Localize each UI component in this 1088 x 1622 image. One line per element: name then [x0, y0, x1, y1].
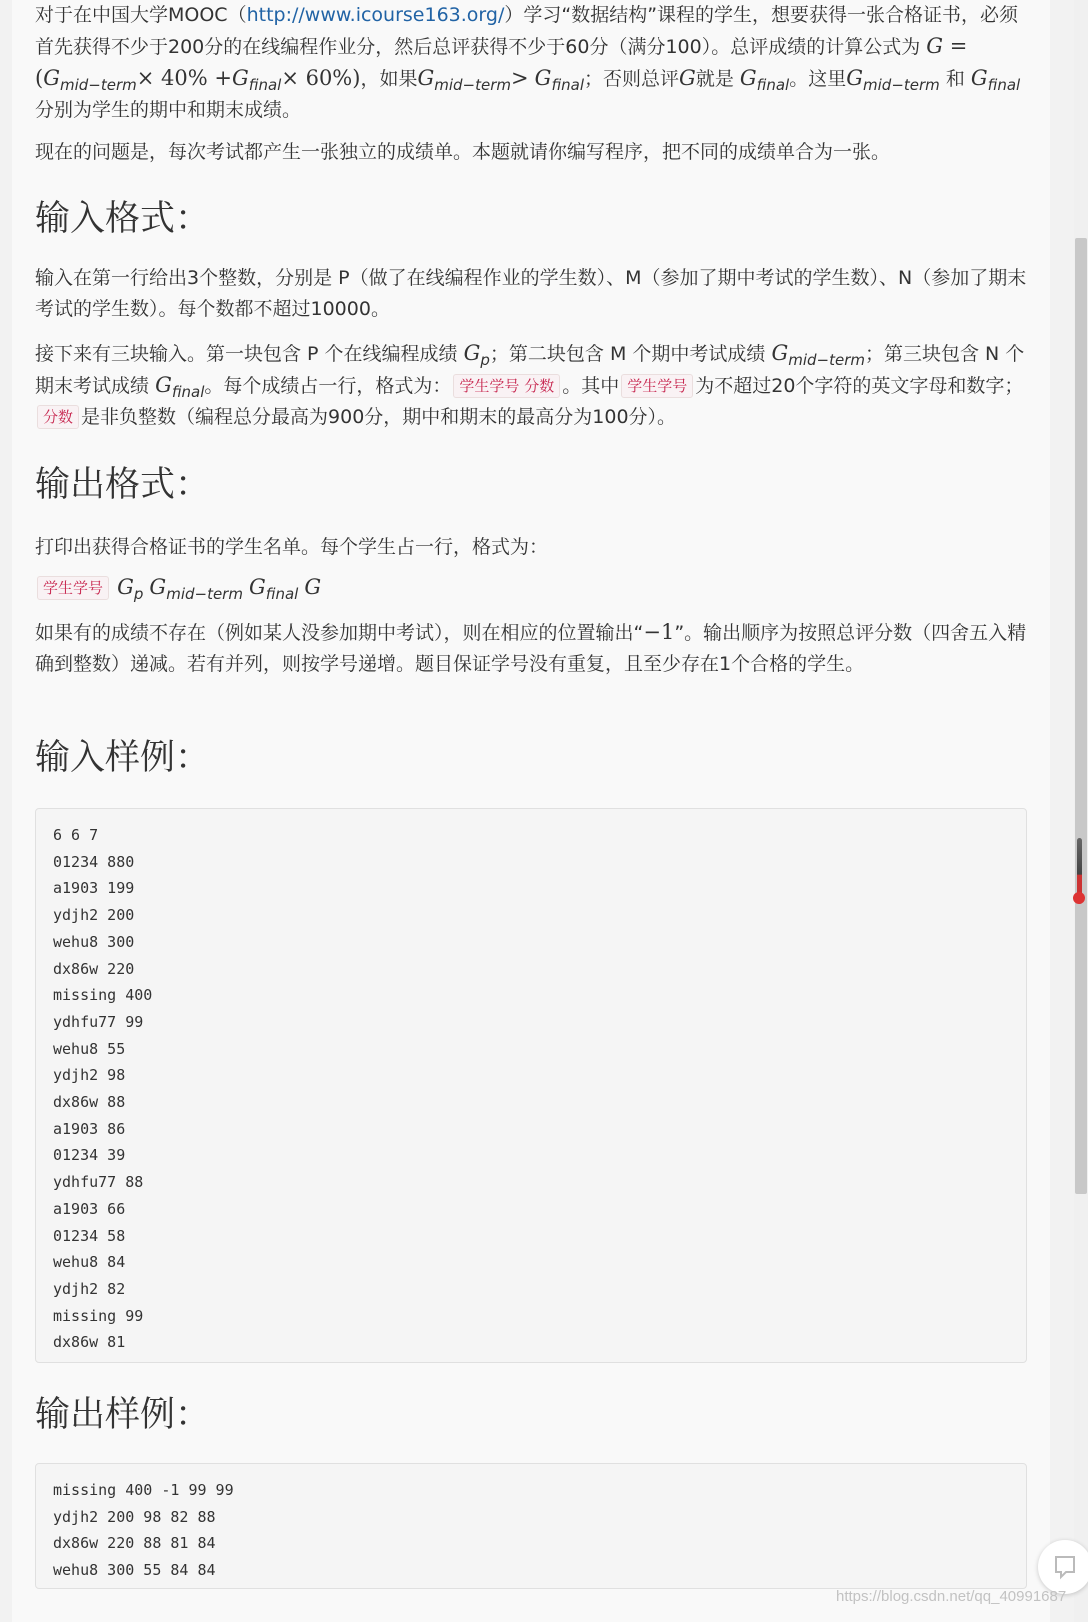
input-format-text: 。其中: [562, 375, 620, 397]
sample-input-code: [35, 808, 1027, 1363]
code-line: missing 99: [53, 1306, 144, 1325]
code-line: missing 400 -1 99 99: [53, 1481, 234, 1499]
code-line: dx86w 88: [53, 1093, 126, 1112]
input-format-text: 为不超过20个字符的英文字母和数字；: [695, 375, 1024, 397]
intro-paragraph: 对于在中国大学MOOC（http://www.icourse163.org/）学习“数据结构”课程的学生，想要获得一张合格证书，必须首先获得不少于200分的在线编程作业分，然后总评获得不少于60分（满分100）。总评成绩的计算公式为 $G = (G_{mid-term}\times 40\% +G_{final}\times 60\%)$，如果$G_{mid-term}> G_{final}$；否则总评G就是 $G_{final}$。这里$G_{mid-term}$ 和 $G_{final}$ 分别为学生的期中和期末成绩。: [35, 4, 1021, 121]
out-sub-p: p: [133, 585, 144, 603]
code-score: 分数: [37, 405, 79, 429]
output-format-p3: [35, 617, 1027, 680]
code-line: dx86w 220 88 81 84: [53, 1534, 216, 1553]
input-format-text: 输入在第一行给出3个整数，分别是 P（做了在线编程作业的学生数）、M（参加了期中考试的学生数）、N（参加了期末考试的学生数）。每个数都不超过10000。: [35, 267, 1027, 320]
sample-output-code: [35, 1463, 1027, 1589]
code-line: ydjh2 200 98 82 88: [53, 1507, 216, 1526]
else-sub-final: final: [756, 76, 790, 94]
scrollbar[interactable]: [1074, 0, 1088, 1622]
code-line: ydhfu77 88: [53, 1173, 144, 1192]
code-line: wehu8 55: [53, 1039, 126, 1058]
code-line: ydjh2 200: [53, 906, 135, 925]
intro-paragraph-2: [35, 137, 1027, 168]
code-line: missing 400: [53, 986, 153, 1005]
out-sub-mid: mid−term: [166, 585, 243, 603]
input-format-heading: 输入格式：: [35, 199, 211, 239]
sample-output-heading: 输出样例：: [35, 1395, 211, 1435]
code-line: 01234 880: [53, 852, 135, 871]
intro-text: ；否则总评: [584, 68, 680, 90]
output-format-line: [35, 572, 1027, 604]
input-format-text: 接下来有三块输入。第一块包含 P 个在线编程成绩: [35, 343, 458, 365]
here-sub-mid: mid−term: [863, 76, 940, 94]
sample-input-heading: 输入样例：: [35, 738, 211, 778]
input-format-p2: [35, 338, 1027, 433]
code-line: wehu8 84: [53, 1253, 126, 1272]
code-line: 6 6 7: [53, 826, 99, 844]
cond-sub-mid: mid−term: [434, 76, 512, 94]
cond-gt: >: [511, 66, 529, 90]
code-line: a1903 66: [53, 1199, 126, 1218]
here-gmid: G: [846, 66, 864, 90]
code-line: 01234 39: [53, 1146, 126, 1165]
formula-gfinal: G: [231, 66, 249, 90]
cond-gmid: G: [417, 66, 435, 90]
scroll-position-dot[interactable]: [1073, 892, 1085, 904]
out-gp: G: [117, 575, 134, 599]
intro-text: 分别为学生的期中和期末成绩。: [35, 99, 302, 121]
scrollbar-thumb[interactable]: [1075, 238, 1087, 1194]
code-line: ydjh2 98: [53, 1066, 126, 1085]
code-line: ydjh2 82: [53, 1279, 126, 1298]
code-line: 01234 58: [53, 1226, 126, 1245]
math-gp: G: [463, 341, 481, 365]
code-line: wehu8 300: [53, 932, 135, 951]
intro-text: 对于在中国大学MOOC（: [35, 4, 247, 26]
output-format-text: 打印出获得合格证书的学生名单。每个学生占一行，格式为：: [35, 536, 549, 558]
code-line: a1903 199: [53, 879, 135, 898]
intro-text: 。这里: [789, 68, 847, 90]
math-sub-final: final: [171, 383, 205, 401]
out-sub-final: final: [265, 585, 299, 603]
code-line: a1903 86: [53, 1119, 126, 1138]
formula-G: G: [926, 34, 944, 58]
intro-text: ，如果: [360, 68, 418, 90]
out-gfinal: G: [249, 575, 266, 599]
formula-sub-mid: mid−term: [59, 76, 137, 94]
input-format-p1: [35, 263, 1027, 325]
code-student-id: 学生学号: [37, 576, 109, 600]
output-format-p1: [35, 532, 1027, 563]
out-gmid: G: [149, 575, 167, 599]
intro-text: ）学习“数据结构”课程的学生，想要获得一张合格证书，必须首先获得不少于200分的在线编程作业分，然后总评获得不少于60分（满分100）。总评成绩的计算公式为: [35, 4, 1019, 58]
feedback-button[interactable]: [1038, 1540, 1088, 1594]
math-gmid: G: [771, 341, 789, 365]
math-minus1: −1: [643, 620, 675, 644]
formula-sub-final: final: [248, 76, 282, 94]
input-format-text: 是非负整数（编程总分最高为900分，期中和期末的最高分为100分）。: [81, 406, 677, 428]
input-format-text: ；第二块包含 M 个期中考试成绩: [489, 343, 766, 365]
feedback-icon: [1052, 1554, 1078, 1580]
formula-times60: × 60%): [281, 66, 361, 90]
output-format-text: 如果有的成绩不存在（例如某人没参加期中考试），则在相应的位置输出“: [35, 622, 644, 644]
else-G: G: [679, 66, 696, 90]
formula-gmid: G: [43, 66, 60, 90]
formula-times40: × 40% +: [136, 66, 232, 90]
problem-page: [12, 0, 1050, 1622]
input-format-text: ；第三块包含 N 个期末考试成绩: [35, 343, 1025, 397]
intro-text: 和: [945, 68, 965, 90]
intro-text: 就是: [695, 68, 734, 90]
math-sub-mid: mid−term: [788, 351, 865, 369]
math-sub-p: p: [480, 351, 490, 369]
code-line: wehu8 300 55 84 84: [53, 1561, 216, 1580]
code-line: dx86w 220: [53, 959, 135, 978]
intro-text-2: 现在的问题是，每次考试都产生一张独立的成绩单。本题就请你编写程序，把不同的成绩单合为一张。: [35, 141, 891, 163]
code-line: ydhfu77 99: [53, 1012, 144, 1031]
output-format-text: ”。输出顺序为按照总评分数（四舍五入精确到整数）递减。若有并列，则按学号递增。题目保证学号没有重复，且至少存在1个合格的学生。: [35, 622, 1027, 675]
here-gfinal: G: [970, 66, 988, 90]
code-student-score: 学生学号 分数: [453, 374, 560, 398]
here-sub-final: final: [987, 76, 1021, 94]
cond-gfinal: G: [534, 66, 552, 90]
output-format-heading: 输出格式：: [35, 465, 211, 505]
else-gfinal: G: [739, 66, 757, 90]
input-format-text: 。每个成绩占一行，格式为：: [204, 375, 452, 397]
mooc-link[interactable]: http://www.icourse163.org/: [246, 4, 505, 26]
cond-sub-final: final: [551, 76, 585, 94]
out-G: G: [304, 575, 322, 599]
code-student-id: 学生学号: [621, 374, 693, 398]
watermark: https://blog.csdn.net/qq_40991687: [836, 1588, 1067, 1605]
math-gfinal: G: [155, 373, 172, 397]
code-line: dx86w 81: [53, 1333, 126, 1352]
